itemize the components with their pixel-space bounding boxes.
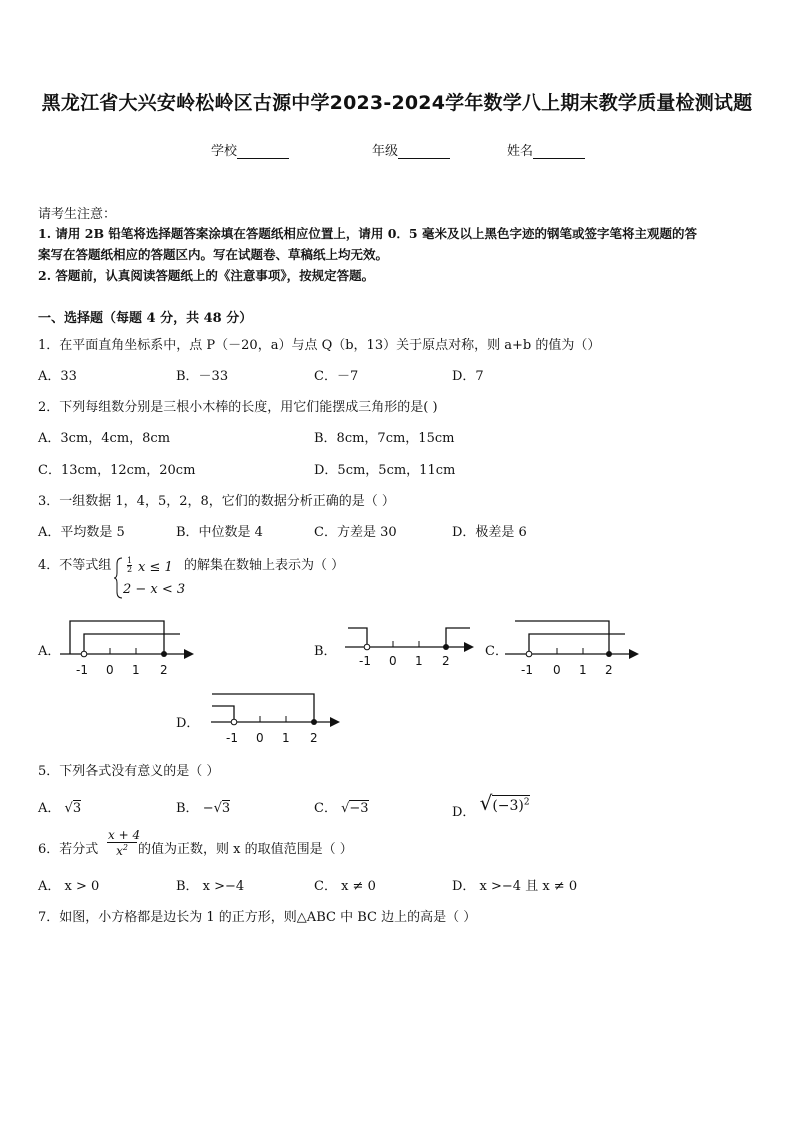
q4b-tick-1: 1 xyxy=(415,654,423,668)
notice-line-3: 2. 答题前，认真阅读答题纸上的《注意事项》，按规定答题。 xyxy=(38,268,375,283)
q5-option-c-label: C． xyxy=(314,801,337,816)
q4-stem-pre: 4．不等式组 xyxy=(38,558,112,573)
q6-stem-pre: 6．若分式 xyxy=(38,842,99,857)
q5-option-a[interactable] xyxy=(38,797,81,816)
q2-option-a[interactable]: A．3cm，4cm，8cm xyxy=(38,431,171,446)
q6-option-a[interactable]: A． x > 0 xyxy=(38,879,100,894)
q3-option-a[interactable]: A．平均数是 5 xyxy=(38,525,125,540)
q5-option-c[interactable] xyxy=(314,797,369,816)
q4-inequality-system xyxy=(114,556,184,600)
q5-d-radicand xyxy=(492,795,529,814)
q4d-tick-1: 1 xyxy=(282,731,290,745)
q4a-tick-2: 2 xyxy=(160,663,168,677)
name-label: 姓名 xyxy=(507,144,534,159)
grade-label: 年级 xyxy=(372,144,399,159)
q4c-tick-2: 2 xyxy=(605,663,613,677)
q4-line-1: x ≤ 1 xyxy=(138,560,173,575)
q2-option-b[interactable]: B．8cm，7cm，15cm xyxy=(314,431,455,446)
page-title: 黑龙江省大兴安岭松岭区古源中学2023-2024学年数学八上期末教学质量检测试题 xyxy=(41,92,753,114)
q7-stem: 7．如图，小方格都是边长为 1 的正方形，则△ABC 中 BC 边上的高是（ ） xyxy=(38,910,477,925)
q5-option-d-label: D． xyxy=(452,805,476,820)
q2-option-d[interactable]: D．5cm，5cm，11cm xyxy=(314,463,456,478)
q2-option-c[interactable]: C．13cm，12cm，20cm xyxy=(38,463,196,478)
q5-stem: 5．下列各式没有意义的是（ ） xyxy=(38,764,220,779)
q6-option-d[interactable]: D． x >−4 且 x ≠ 0 xyxy=(452,879,578,894)
q4d-tick-m1: -1 xyxy=(226,731,238,745)
name-field[interactable] xyxy=(507,140,585,159)
q4-line-2: 2 − x < 3 xyxy=(123,582,186,597)
q5-b-radicand: 3 xyxy=(221,801,231,816)
q5-option-b[interactable] xyxy=(176,797,230,816)
q4-option-a-numberline[interactable] xyxy=(60,612,200,677)
q4b-tick-0: 0 xyxy=(389,654,397,668)
section-heading: 一、选择题（每题 4 分，共 48 分） xyxy=(38,311,253,326)
q6-denominator xyxy=(107,843,137,858)
q1-option-c[interactable]: C．－7 xyxy=(314,369,359,384)
q4c-tick-m1: -1 xyxy=(521,663,533,677)
q6-fraction xyxy=(107,828,141,858)
q3-stem: 3．一组数据 1，4，5，2，8，它们的数据分析正确的是（ ） xyxy=(38,494,395,509)
q6-stem-post: 的值为正数，则 x 的取值范围是（ ） xyxy=(138,842,353,857)
q4-option-d-numberline[interactable] xyxy=(206,686,346,746)
q1-option-a[interactable]: A．33 xyxy=(38,369,77,384)
q4c-tick-1: 1 xyxy=(579,663,587,677)
q5-d-base: (−3) xyxy=(492,798,524,814)
q4-option-c-label[interactable]: C． xyxy=(485,644,508,659)
q1-stem: 1．在平面直角坐标系中，点 P（－20，a）与点 Q（b，13）关于原点对称，则 a+b 的值为（） xyxy=(38,338,601,353)
q4d-tick-0: 0 xyxy=(256,731,264,745)
q5-d-exponent: 2 xyxy=(523,797,530,808)
q3-option-b[interactable]: B．中位数是 4 xyxy=(176,525,263,540)
q5-option-d[interactable] xyxy=(452,791,530,820)
q5-a-radicand: 3 xyxy=(72,801,82,816)
notice-heading: 请考生注意： xyxy=(38,207,117,222)
q3-option-d[interactable]: D．极差是 6 xyxy=(452,525,527,540)
sqrt-icon: √ xyxy=(479,791,493,815)
q4a-tick-1: 1 xyxy=(132,663,140,677)
q4-coef-fraction xyxy=(127,557,132,574)
q5-option-b-label: B． xyxy=(176,801,199,816)
q4a-tick-0: 0 xyxy=(106,663,114,677)
q4-option-a-label[interactable]: A． xyxy=(38,644,61,659)
q6-option-c[interactable]: C． x ≠ 0 xyxy=(314,879,376,894)
notice-line-2: 案写在答题纸相应的答题区内。写在试题卷、草稿纸上均无效。 xyxy=(38,247,389,262)
sqrt-icon: √ xyxy=(213,801,222,816)
q4-coef-num: 1 xyxy=(127,556,133,565)
notice-line-1: 1. 请用 2B 铅笔将选择题答案涂填在答题纸相应位置上，请用 0．5 毫米及以上黑色字迹的钢笔或签字笔将主观题的答 xyxy=(38,226,697,241)
q5-b-sign: − xyxy=(202,801,214,816)
q4b-tick-m1: -1 xyxy=(359,654,371,668)
q6-numerator: x + 4 xyxy=(108,828,141,842)
school-label: 学校 xyxy=(211,144,238,159)
grade-field[interactable] xyxy=(372,140,450,159)
name-blank[interactable] xyxy=(533,145,585,159)
q4d-tick-2: 2 xyxy=(310,731,318,745)
school-field[interactable] xyxy=(211,140,289,159)
q4-option-b-label[interactable]: B． xyxy=(314,644,337,659)
q5-c-radicand: −3 xyxy=(349,801,369,816)
q1-option-d[interactable]: D．7 xyxy=(452,369,484,384)
q3-option-c[interactable]: C．方差是 30 xyxy=(314,525,397,540)
q6-option-b[interactable]: B． x >−4 xyxy=(176,879,245,894)
q6-den-exponent: 2 xyxy=(122,843,128,852)
q4-option-d-label[interactable]: D． xyxy=(176,716,200,731)
q4-coef-den: 2 xyxy=(127,565,133,574)
q1-option-b[interactable]: B．－33 xyxy=(176,369,229,384)
grade-blank[interactable] xyxy=(398,145,450,159)
q4a-tick-m1: -1 xyxy=(76,663,88,677)
sqrt-icon: √ xyxy=(341,801,350,816)
q6-den-base: x xyxy=(116,844,123,858)
q2-stem: 2．下列每组数分别是三根小木棒的长度，用它们能摆成三角形的是( ) xyxy=(38,400,438,415)
q4c-tick-0: 0 xyxy=(553,663,561,677)
q4-option-c-numberline[interactable] xyxy=(505,612,645,677)
q5-option-a-label: A． xyxy=(38,801,61,816)
sqrt-icon: √ xyxy=(64,801,73,816)
q4-stem-post: 的解集在数轴上表示为（ ） xyxy=(184,558,345,573)
q4-option-b-numberline[interactable] xyxy=(340,620,480,670)
q4b-tick-2: 2 xyxy=(442,654,450,668)
school-blank[interactable] xyxy=(237,145,289,159)
